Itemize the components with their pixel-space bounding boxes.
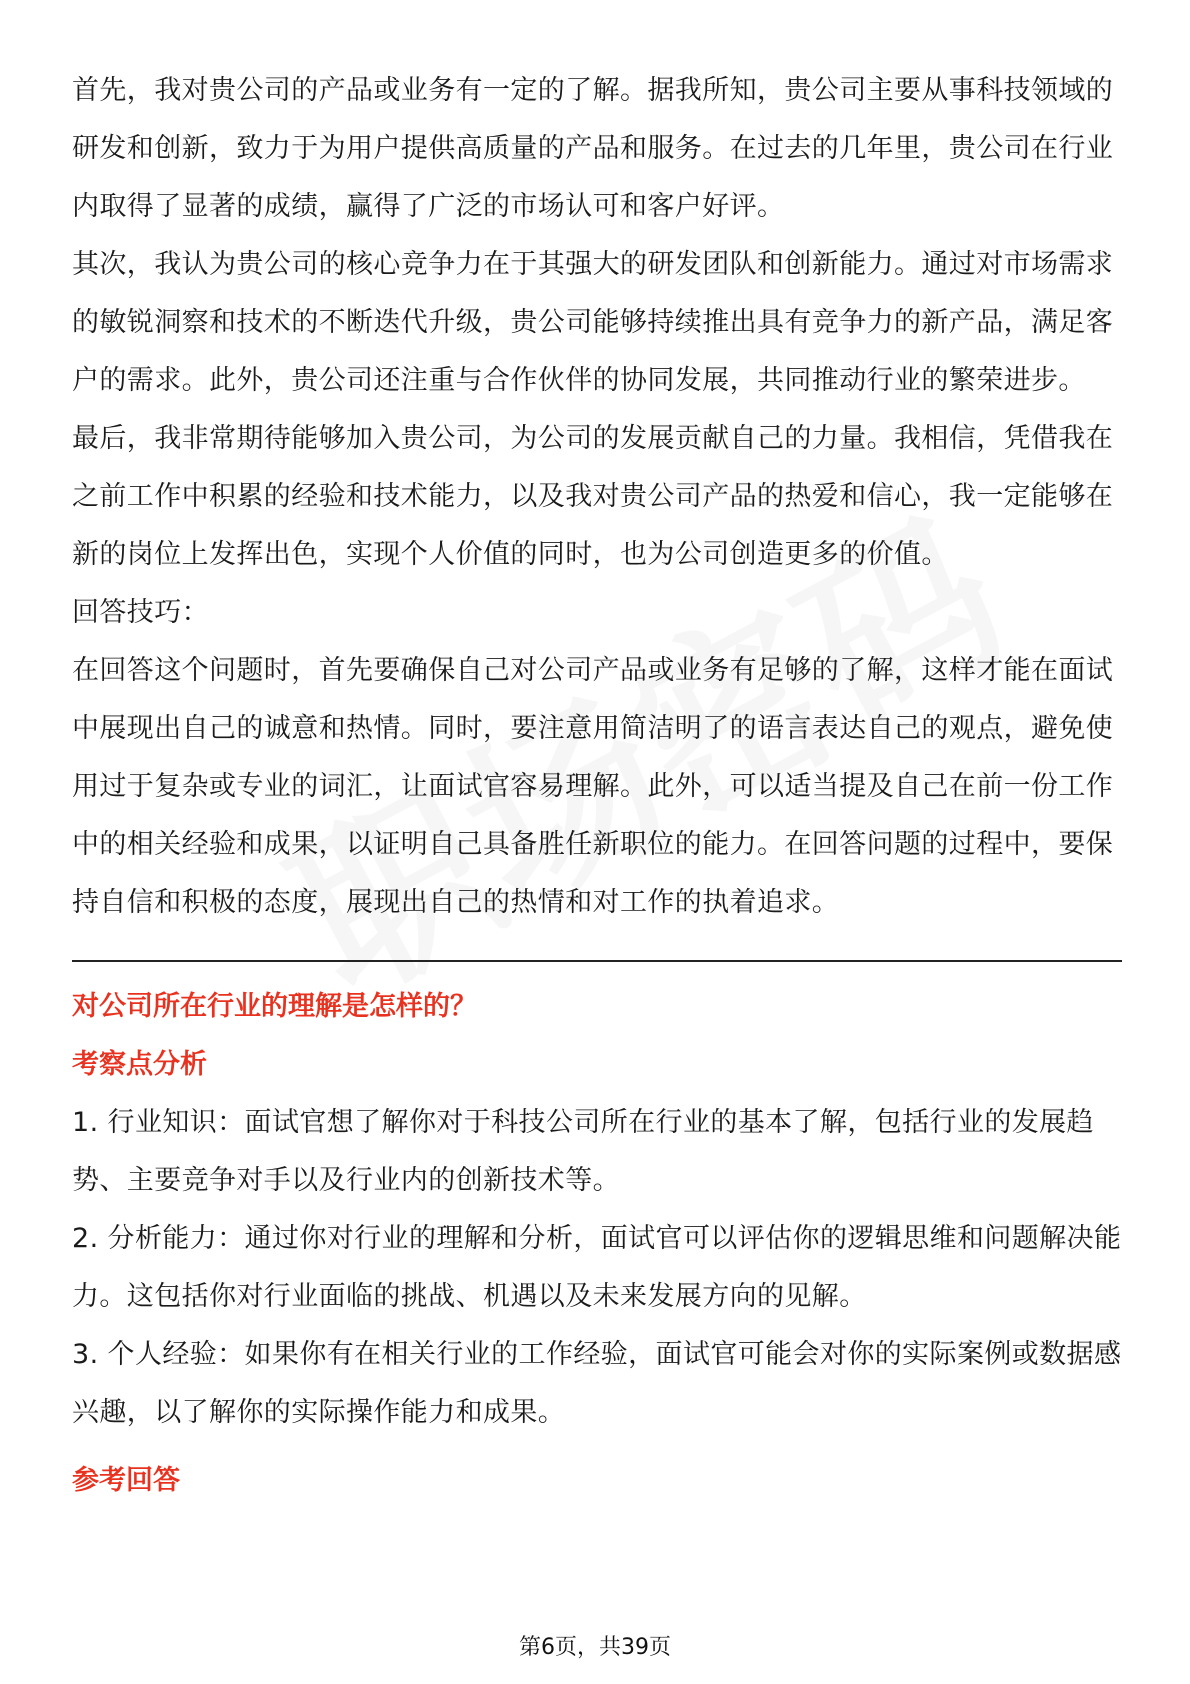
document-body: [72, 62, 1122, 1510]
question-heading: 对公司所在行业的理解是怎样的？: [72, 991, 477, 1022]
analysis-item: 3. 个人经验：如果你有在相关行业的工作经验，面试官可能会对你的实际案例或数据感兴趣，以了解你的实际操作能力和成果。: [72, 1339, 1122, 1428]
page-number: 第6页，共39页: [519, 1635, 671, 1660]
paragraph-second: 其次，我认为贵公司的核心竞争力在于其强大的研发团队和创新能力。通过对市场需求的敏锐洞察和技术的不断迭代升级，贵公司能够持续推出具有竞争力的新产品，满足客户的需求。此外，贵公司还注重与合作伙伴的协同发展，共同推动行业的繁荣进步。: [72, 249, 1114, 396]
section-divider: [72, 960, 1122, 962]
spacer: [72, 1442, 1122, 1452]
paragraph-first: 首先，我对贵公司的产品或业务有一定的了解。据我所知，贵公司主要从事科技领域的研发和创新，致力于为用户提供高质量的产品和服务。在过去的几年里，贵公司在行业内取得了显著的成绩，赢得了广泛的市场认可和客户好评。: [72, 75, 1114, 222]
tips-paragraph: 在回答这个问题时，首先要确保自己对公司产品或业务有足够的了解，这样才能在面试中展现出自己的诚意和热情。同时，要注意用简洁明了的语言表达自己的观点，避免使用过于复杂或专业的词汇，让面试官容易理解。此外，可以适当提及自己在前一份工作中的相关经验和成果，以证明自己具备胜任新职位的能力。在回答问题的过程中，要保持自信和积极的态度，展现出自己的热情和对工作的执着追求。: [72, 655, 1114, 918]
analysis-item: 2. 分析能力：通过你对行业的理解和分析，面试官可以评估你的逻辑思维和问题解决能力。这包括你对行业面临的挑战、机遇以及未来发展方向的见解。: [72, 1223, 1122, 1312]
tips-label: 回答技巧：: [72, 597, 209, 628]
paragraph-last: 最后，我非常期待能够加入贵公司，为公司的发展贡献自己的力量。我相信，凭借我在之前工作中积累的经验和技术能力，以及我对贵公司产品的热爱和信心，我一定能够在新的岗位上发挥出色，实现个人价值的同时，也为公司创造更多的价值。: [72, 423, 1114, 570]
analysis-item: 1. 行业知识：面试官想了解你对于科技公司所在行业的基本了解，包括行业的发展趋势、主要竞争对手以及行业内的创新技术等。: [72, 1107, 1094, 1196]
analysis-heading: 考察点分析: [72, 1049, 207, 1080]
reference-heading: 参考回答: [72, 1465, 180, 1496]
